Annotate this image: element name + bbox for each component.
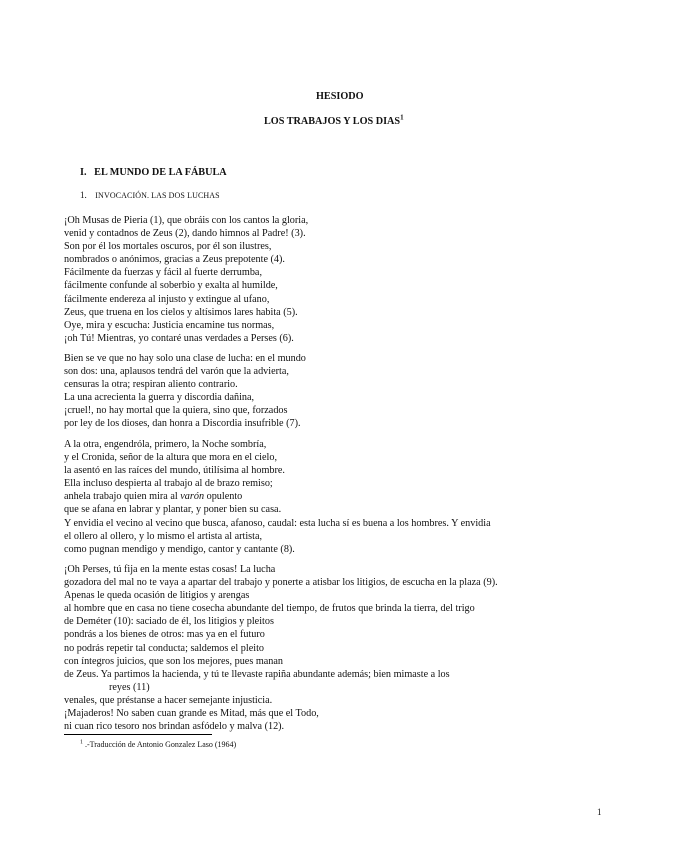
verse-line: nombrados o anónimos, gracias a Zeus prepotente (4). — [64, 254, 285, 266]
verse-line: La una acrecienta la guerra y discordia dañina, — [64, 392, 255, 404]
page-number: 1 — [597, 807, 602, 817]
emphasis: varón — [180, 491, 205, 503]
verse-line: al hombre que en casa no tiene cosecha abundante del tiempo, de frutos que brinda la tierra, del trigo — [64, 603, 475, 615]
subsection-number: 1. — [80, 190, 87, 200]
stanza-2 — [64, 352, 664, 431]
verse-line: y el Cronida, señor de la altura que mora en el cielo, — [64, 452, 278, 464]
verse-line: de Deméter (10): saciado de él, los litigios y pleitos — [64, 616, 274, 628]
verse-line: anhela trabajo quien mira al varón opulento — [64, 491, 243, 503]
verse-line: censuras la otra; respiran aliento contrario. — [64, 379, 238, 391]
footnote — [80, 738, 236, 751]
verse-line: el ollero al ollero, y lo mismo el artista al artista, — [64, 530, 263, 542]
verse-line: no podrás repetir tal conducta; saldemos el pleito — [64, 642, 265, 654]
verse-line: pondrás a los bienes de otros: mas ya en el futuro — [64, 629, 265, 641]
verse-line: fácilmente confunde al soberbio y exalta al humilde, — [64, 280, 278, 292]
verse-line: que se afana en labrar y plantar, y poner bien su casa. — [64, 504, 282, 516]
verse-line: reyes (11) — [109, 681, 150, 693]
stanza-3 — [64, 438, 664, 556]
verse-line: fácilmente endereza al injusto y extingue al ufano, — [64, 293, 270, 305]
verse-line: ¡Oh Perses, tú fija en la mente estas cosas! La lucha — [64, 564, 276, 575]
verse-line: ¡cruel!, no hay mortal que la quiera, sino que, forzados — [64, 405, 288, 417]
work-title — [264, 115, 404, 128]
verse-line: Apenas le queda ocasión de litigios y arengas — [64, 590, 250, 602]
verse-line: Y envidia el vecino al vecino que busca, afanoso, caudal: esta lucha sí es buena a los hombres. Y envidia — [64, 517, 491, 529]
verse-line: la asentó en las raíces del mundo, útilísima al hombre. — [64, 465, 285, 477]
verse-line: por ley de los dioses, dan honra a Discordia insufrible (7). — [64, 418, 301, 430]
footnote-divider — [64, 734, 212, 735]
footnote-marker: 1 — [400, 113, 404, 122]
verse-line: Ella incluso despierta al trabajo al de brazo remiso; — [64, 478, 273, 490]
section-heading: I. EL MUNDO DE LA FÁBULA — [80, 167, 227, 178]
verse-line: ni cuan rico tesoro nos brindan asfódelo y malva (12). — [64, 721, 285, 733]
stanza-4 — [64, 563, 664, 733]
verse-line: ¡Majaderos! No saben cuan grande es Mitad, más que el Todo, — [64, 708, 319, 720]
verse-line: Bien se ve que no hay solo una clase de lucha: en el mundo — [64, 353, 306, 364]
verse-line: Son por él los mortales oscuros, por él son ilustres, — [64, 241, 272, 253]
verse-line: gozadora del mal no te vaya a apartar del trabajo y ponerte a atisbar los litigios, de escucha en la plaza (9). — [64, 577, 498, 589]
footnote-mark: 1 — [80, 739, 83, 746]
verse-line: Zeus, que truena en los cielos y altísimos lares habita (5). — [64, 306, 298, 318]
verse-line: Fácilmente da fuerzas y fácil al fuerte derrumba, — [64, 267, 262, 279]
subsection-title: INVOCACIÓN. LAS DOS LUCHAS — [95, 191, 220, 200]
author-heading: HESIODO — [316, 91, 364, 102]
verse-line: con íntegros juicios, que son los mejores, pues manan — [64, 655, 283, 667]
verse-line: venid y contadnos de Zeus (2), dando himnos al Padre! (3). — [64, 228, 306, 240]
work-title-text: LOS TRABAJOS Y LOS DIAS — [264, 116, 401, 127]
subsection-heading — [80, 189, 220, 202]
verse-line: ¡Oh Musas de Pieria (1), que obráis con los cantos la gloria, — [64, 215, 309, 226]
footnote-text: .-Traducción de Antonio Gonzalez Laso (1964) — [83, 740, 237, 749]
verse-line: de Zeus. Ya partimos la hacienda, y tú te llevaste rapiña abundante además; bien mimaste a los — [64, 668, 450, 680]
verse-line: venales, que préstanse a hacer semejante injusticia. — [64, 694, 273, 706]
verse-line: A la otra, engendróla, primero, la Noche sombría, — [64, 439, 267, 450]
verse-line: ¡oh Tú! Mientras, yo contaré unas verdades a Perses (6). — [64, 332, 294, 344]
verse-line: como pugnan mendigo y mendigo, cantor y cantante (8). — [64, 543, 295, 555]
verse-line: Oye, mira y escucha: Justicia encamine tus normas, — [64, 319, 275, 331]
verse-line: son dos: una, aplausos tendrá del varón que la advierta, — [64, 366, 289, 378]
stanza-1 — [64, 214, 664, 345]
